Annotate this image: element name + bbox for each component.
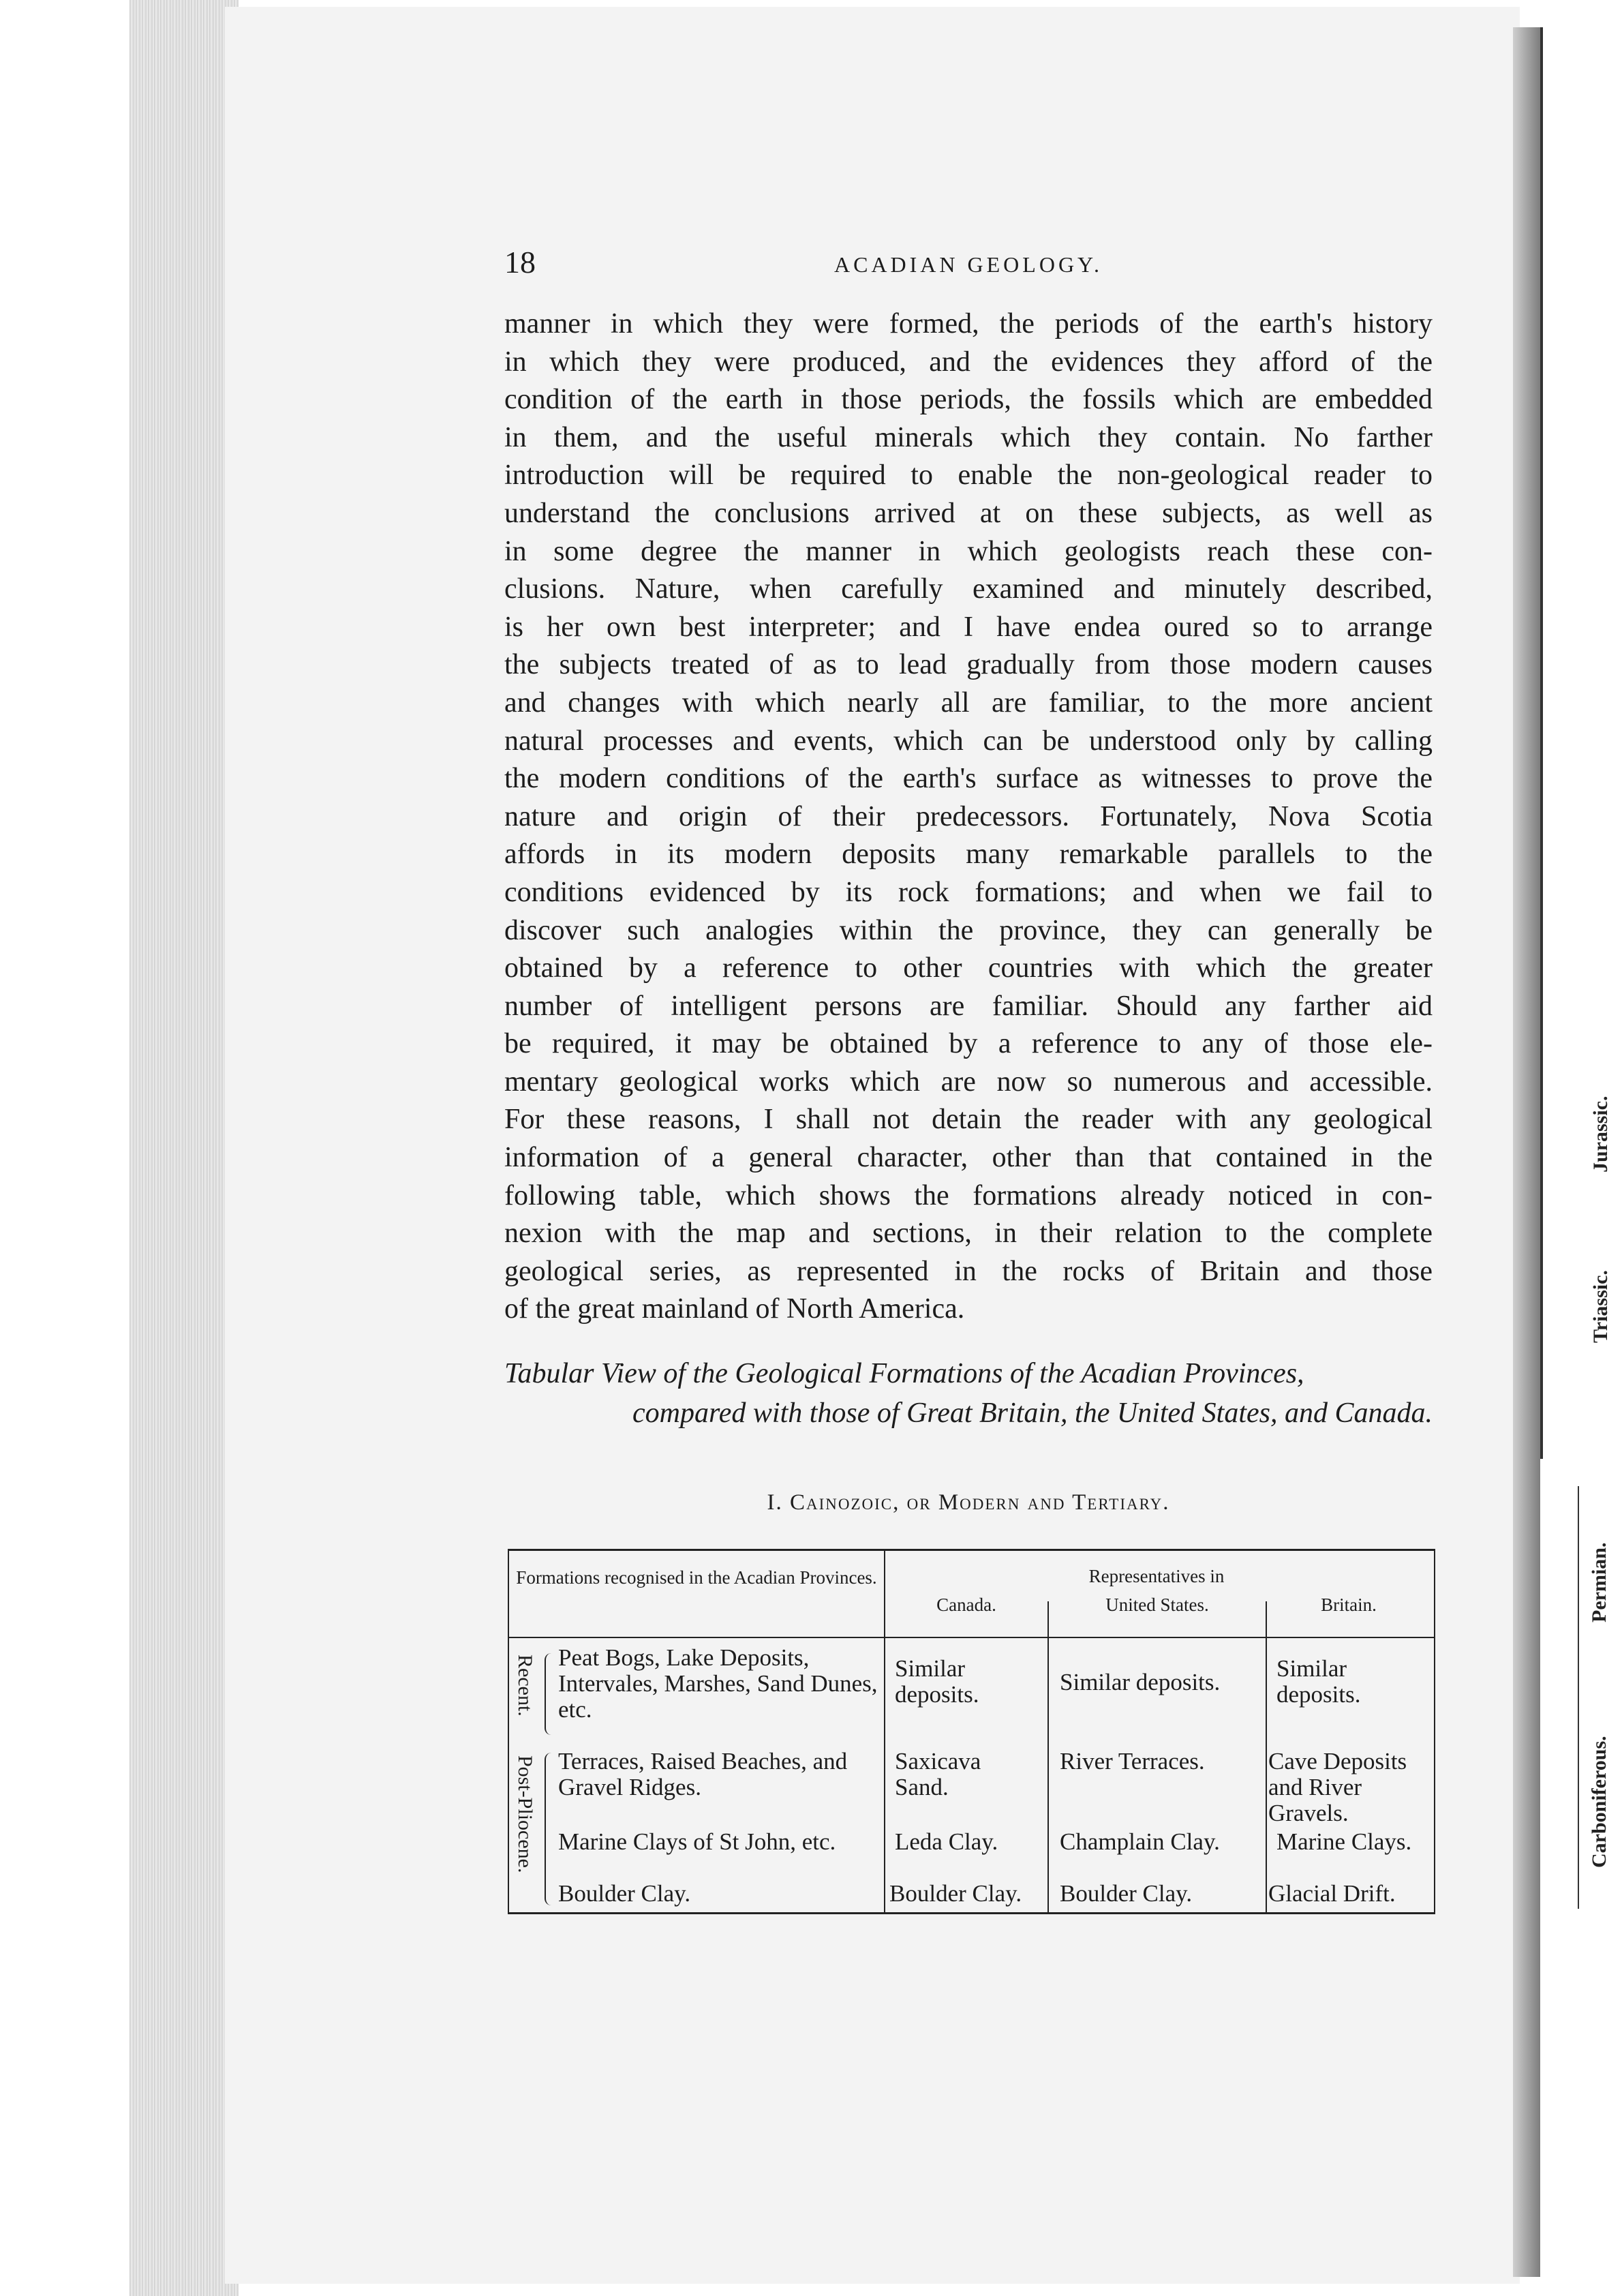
body-line: in them, and the useful minerals which they contain. No farther [504, 421, 1433, 453]
body-line: in some degree the manner in which geologists reach these con- [504, 535, 1433, 567]
body-line: understand the conclusions arrived at on these subjects, as well as [504, 497, 1433, 529]
group-label-post-pliocene: Post-Pliocene. [514, 1755, 536, 1873]
body-line: For these reasons, I shall not detain the reader with any geological [504, 1104, 1433, 1136]
page-number: 18 [504, 245, 536, 280]
header-united-states: United States. [1105, 1595, 1209, 1615]
body-line: of the great mainland of North America. [504, 1293, 965, 1325]
header-representatives: Representatives in [1088, 1566, 1225, 1586]
body-line: manner in which they were formed, the periods of the earth's history [504, 308, 1433, 339]
row3-canada: Leda Clay. [895, 1828, 998, 1855]
body-line: affords in its modern deposits many remarkable parallels to the [504, 839, 1433, 871]
header-rule [509, 1637, 1434, 1638]
row4-canada: Boulder Clay. [889, 1880, 1022, 1907]
row3-britain: Marine Clays. [1276, 1828, 1412, 1855]
body-line: in which they were produced, and the evidences they afford of the [504, 346, 1433, 378]
body-line: the modern conditions of the earth's surface as witnesses to prove the [504, 763, 1433, 795]
table-caption [504, 1354, 1433, 1433]
post-pliocene-brace [545, 1753, 553, 1905]
section-heading: I. Cainozoic, or Modern and Tertiary. [767, 1490, 1170, 1515]
row1-britain: Similar deposits. [1276, 1655, 1361, 1708]
body-line: nature and origin of their predecessors. Fortunately, Nova Scotia [504, 800, 1433, 832]
row4-britain: Glacial Drift. [1268, 1880, 1396, 1907]
caption-line-2: compared with those of Great Britain, the United States, and Canada. [632, 1398, 1433, 1429]
formations-table [508, 1549, 1435, 1914]
header-britain: Britain. [1321, 1595, 1377, 1615]
body-line: obtained by a reference to other countries with which the greater [504, 952, 1433, 984]
row3-formation: Marine Clays of St John, etc. [558, 1828, 836, 1855]
body-line: and changes with which nearly all are familiar, to the more ancient [504, 686, 1433, 719]
body-line: be required, it may be obtained by a reference to any of those ele- [504, 1028, 1433, 1060]
row3-united-states: Champlain Clay. [1060, 1828, 1220, 1855]
body-line: the subjects treated of as to lead gradually from those modern causes [504, 649, 1433, 681]
header-canada: Canada. [936, 1595, 996, 1615]
body-line: information of a general character, other than that contained in the [504, 1142, 1433, 1174]
body-paragraph [504, 305, 1433, 1329]
caption-line-1: Tabular View of the Geological Formations of the Acadian Provinces, [504, 1358, 1304, 1389]
adjacent-page-label-carboniferous: Carboniferous. [1588, 1736, 1610, 1868]
group-label-recent: Recent. [514, 1655, 536, 1717]
adjacent-page-label-permian: Permian. [1588, 1542, 1610, 1622]
adjacent-page-fragment [1540, 0, 1622, 2296]
body-line: mentary geological works which are now so numerous and accessible. [504, 1066, 1433, 1098]
adjacent-page-label-jurassic: Jurassic. [1589, 1096, 1612, 1173]
row1-formation: Peat Bogs, Lake Deposits, Intervales, Marshes, Sand Dunes, etc. [558, 1644, 878, 1723]
adjacent-page-rule [1540, 27, 1543, 1459]
body-line: introduction will be required to enable the non-geological reader to [504, 459, 1433, 492]
book-page-edges [129, 0, 239, 2296]
row2-united-states: River Terraces. [1060, 1748, 1205, 1774]
body-line: nexion with the map and sections, in their relation to the complete [504, 1218, 1433, 1250]
column-divider [1266, 1601, 1267, 1912]
body-line: conditions evidenced by its rock formations; and when we fail to [504, 876, 1433, 908]
row4-formation: Boulder Clay. [558, 1880, 691, 1907]
body-line: geological series, as represented in the rocks of Britain and those [504, 1255, 1433, 1287]
adjacent-page-table-rule [1578, 1486, 1579, 1909]
page-gutter-shadow [1513, 27, 1540, 2277]
page-header [504, 244, 1433, 285]
body-line: following table, which shows the formations already noticed in con- [504, 1179, 1433, 1211]
running-title: ACADIAN GEOLOGY. [833, 252, 1103, 277]
row2-formation: Terraces, Raised Beaches, and Gravel Ridges. [558, 1748, 848, 1800]
header-formations: Formations recognised in the Acadian Provinces. [516, 1567, 877, 1588]
body-line: clusions. Nature, when carefully examined and minutely described, [504, 573, 1433, 605]
row2-britain: Cave Deposits and River Gravels. [1268, 1748, 1407, 1826]
recent-brace [545, 1653, 553, 1735]
body-line: is her own best interpreter; and I have endea oured so to arrange [504, 611, 1433, 643]
column-divider [1047, 1601, 1049, 1912]
row1-united-states: Similar deposits. [1060, 1669, 1221, 1695]
row4-united-states: Boulder Clay. [1060, 1880, 1193, 1907]
body-line: condition of the earth in those periods, the fossils which are embedded [504, 384, 1433, 416]
row2-canada: Saxicava Sand. [895, 1748, 981, 1800]
body-line: natural processes and events, which can be understood only by calling [504, 725, 1433, 757]
body-line: discover such analogies within the province, they can generally be [504, 914, 1433, 946]
row1-canada: Similar deposits. [895, 1655, 979, 1708]
adjacent-page-label-triassic: Triassic. [1589, 1270, 1612, 1343]
body-line: number of intelligent persons are familiar. Should any farther aid [504, 990, 1433, 1022]
